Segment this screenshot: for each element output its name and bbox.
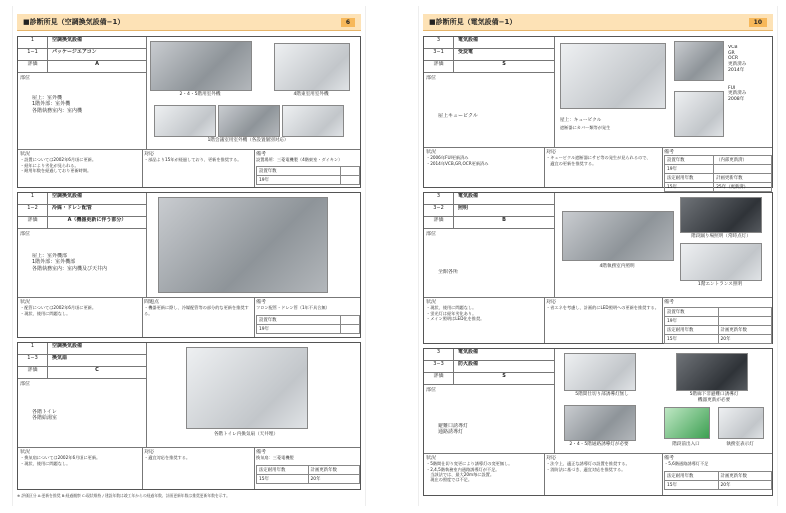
photo-unit-a xyxy=(154,105,216,137)
footnote: ※ 評価区分 A:更新を推奨 B:経過観察 C:現状維持 / 建設年数は竣工年からの経過年数、計画更新年数は推奨更新年数を示す。 xyxy=(17,493,230,498)
location-text: 屋上：室外機部 1階外部：室外機部 各階執務室内：室内機及び天井内 xyxy=(32,253,108,272)
problem-section: 問題点 ・機器更新に際し、冷媒配管等の部分的な更新を推奨する。 xyxy=(144,299,249,316)
notes-label: 備考 xyxy=(664,299,675,305)
page-header xyxy=(423,14,773,31)
location-label: 部位 xyxy=(20,231,31,237)
location-text: 避難口誘導灯 通路誘導灯 xyxy=(438,423,469,436)
photo-caption: 1階エントランス照明 xyxy=(697,282,743,287)
photo-unit-b xyxy=(218,105,280,137)
photo-caption: 5階廊下非避難口誘導灯 xyxy=(689,392,739,397)
item-name: 冷媒・ドレン配管 xyxy=(48,205,146,217)
item-code: 3−3 xyxy=(424,361,454,373)
item-block xyxy=(17,342,361,490)
item-num: 3 xyxy=(424,37,454,49)
photo-office-sign xyxy=(718,407,764,439)
rating-label: 評価 xyxy=(424,61,454,73)
location-text: 屋上キュービクル xyxy=(438,113,478,119)
status-section: 状況 ・現状、使用に問題なし。 ・蛍光灯は経年劣化あり。 ・メイン照明はLED化を推奨。 xyxy=(426,299,485,321)
location-text: 屋上：室外機 1階外部：室外機 各階執務室内：室内機 xyxy=(32,95,83,114)
status-section: 状況 ・設置については2002年6月頃に更新。 ・経年により劣化が見られる。 ・耐用年数を経過しており更新時期。 xyxy=(20,151,97,173)
photo-corridor-light xyxy=(676,353,748,391)
photo-piping xyxy=(158,197,328,293)
photo-outdoor-units xyxy=(150,41,252,91)
years-table: 設置年数 19年 xyxy=(256,315,360,334)
photo-outdoor-unit-4f xyxy=(274,43,350,91)
photo-cubicle xyxy=(560,43,666,109)
photo-caption: 遮断器にカバー類等が発生 xyxy=(560,125,611,130)
photo-stair-light xyxy=(680,197,762,233)
item-code: 1−2 xyxy=(18,205,48,217)
notes-section: 備考 換気扇：三菱電機製 xyxy=(256,449,294,461)
item-category: 電気設備 xyxy=(454,193,554,205)
photo-ventilation-fan xyxy=(186,347,308,429)
status-section: 状況 ・配管については2002年6月頃に更新。 ・現状、使用に問題なし。 xyxy=(20,299,97,316)
rating-label: 評価 xyxy=(18,61,48,73)
photo-caption: 階段踊り場照明（常時点灯） xyxy=(691,234,751,239)
item-num: 1 xyxy=(18,37,48,49)
item-num: 1 xyxy=(18,193,48,205)
location-label: 部位 xyxy=(426,75,437,81)
status-section: 状況 ・5階間仕切り変更により誘導灯の変更無し。 ・2,4,5階執務室内通路誘導灯が不足。 当該法では、最大20m毎に設置。 現在の照度では不足。 xyxy=(426,455,513,482)
page-number: 10 xyxy=(749,18,767,27)
item-num: 3 xyxy=(424,349,454,361)
notes-section: 備考 フロン配管・ドレン管（1年不具合無） xyxy=(256,299,330,311)
photo-caption: 各階トイレ内換気扇（天井埋） xyxy=(213,432,279,437)
response-section: 対応 ・省エネを考慮し、計画的にLED照明への更新を推奨する。 xyxy=(546,299,659,311)
item-name: パッケージエアコン xyxy=(48,49,146,61)
document-page-left xyxy=(12,6,366,506)
item-block xyxy=(423,348,773,496)
photo-caption: 5階間仕切り部誘導灯無し xyxy=(575,392,629,397)
item-block xyxy=(423,36,773,188)
rating-value: B xyxy=(454,217,554,229)
item-name: 換気扇 xyxy=(48,355,146,367)
item-code: 1−3 xyxy=(18,355,48,367)
rating-value: S xyxy=(454,61,554,73)
response-section: 対応 ・適宜対応を推奨する。 xyxy=(144,449,191,461)
location-label: 部位 xyxy=(20,381,31,387)
status-section: 状況 ・2006年FUI更新済み ・2014年VCB,GR,OCR更新済み xyxy=(426,149,489,166)
photo-fui xyxy=(674,91,724,137)
years-table: 設置年数 19年 法定耐用年数 計画更新年数 15年 20年 xyxy=(664,307,772,344)
years-table: 設置年数 （内部更新済） 19年 法定耐用年数 計画更新年数 15年 25年（更新済） xyxy=(664,155,772,192)
rating-label: 評価 xyxy=(424,217,454,229)
item-block xyxy=(17,192,361,338)
rating-value: A xyxy=(48,61,146,73)
response-section: 対応 ・法令上、適正な誘導灯の設置を推奨する。 ・消防法に基づき、適宜対応を推奨する。 xyxy=(546,455,630,472)
photo-caption: 機器更新が必要 xyxy=(697,398,731,403)
rating-label: 評価 xyxy=(424,373,454,385)
photo-caption: 屋上：キュービクル xyxy=(560,118,602,123)
photo-caption: 執務室表示灯 xyxy=(726,442,754,447)
location-text: 各階トイレ 各階給湯室 xyxy=(32,409,58,422)
rating-value: S xyxy=(454,373,554,385)
photo-office-lighting xyxy=(562,211,674,261)
item-name: 照明 xyxy=(454,205,554,217)
rating-label: 評価 xyxy=(18,367,48,379)
rating-label: 評価 xyxy=(18,217,48,229)
item-code: 1−1 xyxy=(18,49,48,61)
notes-section: 備考 ・5,6階通路誘導灯不足 xyxy=(664,455,709,467)
photo-vcb xyxy=(674,41,724,81)
photo-entrance-light xyxy=(680,243,762,281)
item-category: 空調換気設備 xyxy=(48,193,146,205)
item-name: 受変電 xyxy=(454,49,554,61)
years-table: 法定耐用年数 計画更新年数 15年 20年 xyxy=(664,471,772,490)
page-title: ■診断所見（電気設備−1） xyxy=(429,18,517,26)
notes-section: 備考 設置場所：三菱電機製（4階東室・ダイキン） xyxy=(256,151,343,163)
rating-value: A（機器更新に伴う部分） xyxy=(48,217,146,229)
equipment-update-labels: VCB GR OCR 更新済み 2014年 FUI 更新済み 2008年 xyxy=(728,45,747,103)
photo-partition xyxy=(564,353,636,391)
notes-label: 備考 xyxy=(664,149,675,155)
item-code: 3−2 xyxy=(424,205,454,217)
photo-caption: 4階東室用室外機 xyxy=(293,92,329,97)
photo-caption: 階段前出入口 xyxy=(672,442,700,447)
photo-caption: 4階執務室内照明 xyxy=(599,264,635,269)
item-block xyxy=(423,192,773,344)
page-number: 6 xyxy=(341,18,355,27)
photo-exit-sign xyxy=(664,407,710,439)
location-label: 部位 xyxy=(20,75,31,81)
page-title: ■診断所見（空調換気設備−1） xyxy=(23,18,125,26)
item-code: 3−1 xyxy=(424,49,454,61)
item-category: 空調換気設備 xyxy=(48,37,146,49)
location-text: 全館各所 xyxy=(438,269,459,275)
item-category: 電気設備 xyxy=(454,349,554,361)
response-section: 対応 ・キュービクル遮断器にサビ等の発生が見られるので、 適宜の更新を推奨する。 xyxy=(546,149,651,166)
document-page-right xyxy=(418,6,778,506)
item-category: 電気設備 xyxy=(454,37,554,49)
location-label: 部位 xyxy=(426,387,437,393)
years-table: 設置年数 19年 xyxy=(256,166,360,185)
photo-caption: 2・4・5階用室外機 xyxy=(179,92,221,97)
item-block xyxy=(17,36,361,188)
photo-aisle xyxy=(564,405,636,441)
photo-caption: 1階会議室用室外機（各設置個別対応） xyxy=(207,138,289,143)
response-section: 対応 ・部品より15年が経過しており、更新を推奨する。 xyxy=(144,151,242,163)
item-category: 空調換気設備 xyxy=(48,343,146,355)
location-label: 部位 xyxy=(426,231,437,237)
years-table: 法定耐用年数 計画更新年数 15年 20年 xyxy=(256,465,360,484)
photo-caption: 2・4・5階通路誘導灯が必要 xyxy=(569,442,629,447)
status-section: 状況 ・換気扇については2002年6月頃に更新。 ・現状、使用に問題なし。 xyxy=(20,449,101,466)
item-name: 防火設備 xyxy=(454,361,554,373)
page-header xyxy=(17,14,361,31)
item-num: 3 xyxy=(424,193,454,205)
rating-value: C xyxy=(48,367,146,379)
item-num: 1 xyxy=(18,343,48,355)
photo-unit-c xyxy=(282,105,344,137)
